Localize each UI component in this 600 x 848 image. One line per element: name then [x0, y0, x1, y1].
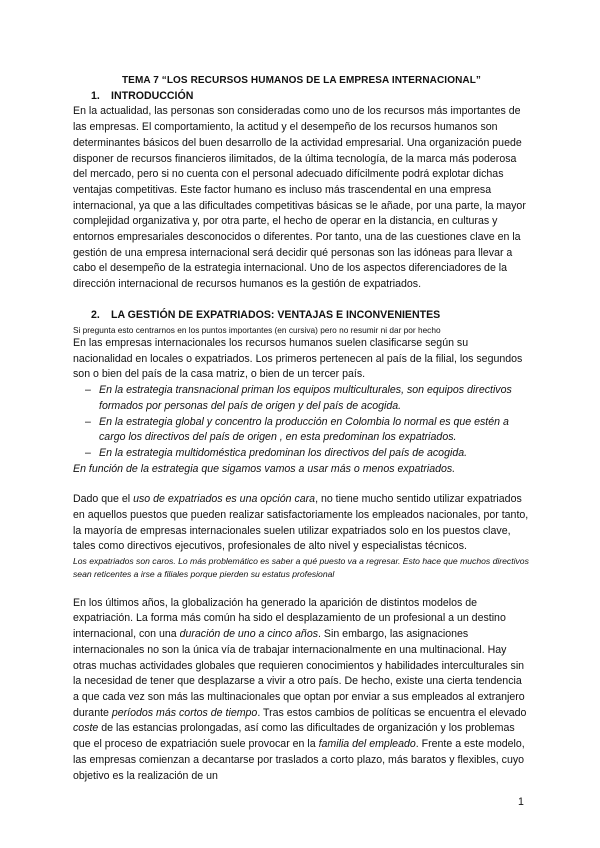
document-title: TEMA 7 “LOS RECURSOS HUMANOS DE LA EMPRESA INTERNACIONAL” — [121, 75, 482, 86]
section-1-heading — [73, 89, 530, 105]
strategy-list — [73, 383, 530, 462]
section-1-number: 1. — [91, 89, 100, 102]
globalization-paragraph: En los últimos años, la globalización ha generado la aparición de distintos modelos de expatriación. La forma más común ha sido el desplazamiento de un profesional a un destino internacional, con una duración de uno a cinco años. Sin embargo, las asignaciones internacionales no son la única vía de trabajar internacionalmente en una multinacional. Hay otras muchas actividades globales que requieren conocimientos y habilidades interculturales sin la necesidad de tener que desplazarse a vivir a otro país. De hecho, existe una cierta tendencia a que cada vez son más las multinacionales que optan por enviar a sus empleados al extranjero durante períodos más cortos de tiempo. Tras estos cambios de políticas se encuentra el elevado coste de las estancias prolongadas, así como las dificultades de organización y los problemas que el proceso de expatriación suele provocar en la familia del empleado. Frente a este modelo, las empresas comienzan a decantarse por traslados a corto plazo, más baratos y flexibles, cuyo objetivo es la realización de un — [73, 596, 527, 782]
page-number: 1 — [518, 796, 524, 808]
section-2-intro: En las empresas internacionales los recursos humanos suelen clasificarse según su nacionalidad en locales o expatriados. Los primeros pertenecen al país de la filial, los segundos son o bien del país de la casa matriz, o bien de un tercer país. — [73, 337, 523, 381]
expatriate-cost-paragraph: Dado que el uso de expatriados es una opción cara, no tiene mucho sentido utilizar expatriados en aquellos puestos que pueden realizar satisfactoriamente los empleados nacionales, por tanto, la mayoría de empresas internacionales suelen utilizar expatriados solo en los puestos clave, tales como directivos ejecutivos, profesionales de alto nivel y especialistas técnicos. — [73, 493, 529, 553]
section-2-conclusion: En función de la estrategia que sigamos vamos a usar más o menos expatriados. — [73, 462, 456, 475]
section-1-paragraph: En la actualidad, las personas son consideradas como uno de los recursos más importantes de las empresas. El comportamiento, la actitud y el desempeño de los recursos humanos son determinantes básicos del buen desarrollo de la actividad empresarial. Una organización puede disponer de recursos financieros ilimitados, de la última tecnología, de la marca más poderosa del mercado, pero si no cuenta con el personal adecuado difícilmente podrá explotar dichas ventajas competitivas. Este factor humano es incluso más trascendental en una empresa internacional, ya que a las dificultades competitivas básicas se le añade, por una parte, la mayor complejidad organizativa y, por otra parte, el hecho de operar en la distancia, en culturas y entornos empresariales desconocidos o diferentes. Por tanto, una de las cuestiones clave en la gestión de una empresa internacional será decidir qué personas son las idóneas para llevar a cabo el desempeño de la estrategia internacional. Uno de los aspectos diferenciadores de la dirección internacional de recursos humanos es la gestión de expatriados. — [73, 105, 526, 291]
section-2-number: 2. — [91, 308, 100, 321]
expatriate-cost-note: Los expatriados son caros. Lo más problemático es saber a qué puesto va a regresar. Esto hace que muchos directivos sean reticentes a irse a filiales porque pierden su estatus profesional — [73, 556, 529, 579]
list-item: – En la estrategia global y concentro la producción en Colombia lo normal es que estén a cargo los directivos del país de origen , en esta predominan los expatriados. — [85, 415, 530, 446]
section-1-title: INTRODUCCIÓN — [111, 89, 194, 102]
section-2-note: Si pregunta esto centrarnos en los puntos importantes (en cursiva) pero no resumir ni dar por hecho — [73, 324, 441, 335]
section-2-title: LA GESTIÓN DE EXPATRIADOS: VENTAJAS E INCONVENIENTES — [111, 308, 441, 321]
section-2-heading — [73, 308, 530, 324]
page-content — [73, 73, 530, 784]
list-item: – En la estrategia transnacional priman los equipos multiculturales, son equipos directivos formados por personas del país de origen y del país de acogida. — [85, 383, 530, 414]
list-item: – En la estrategia multidoméstica predominan los directivos del país de acogida. — [85, 446, 530, 462]
